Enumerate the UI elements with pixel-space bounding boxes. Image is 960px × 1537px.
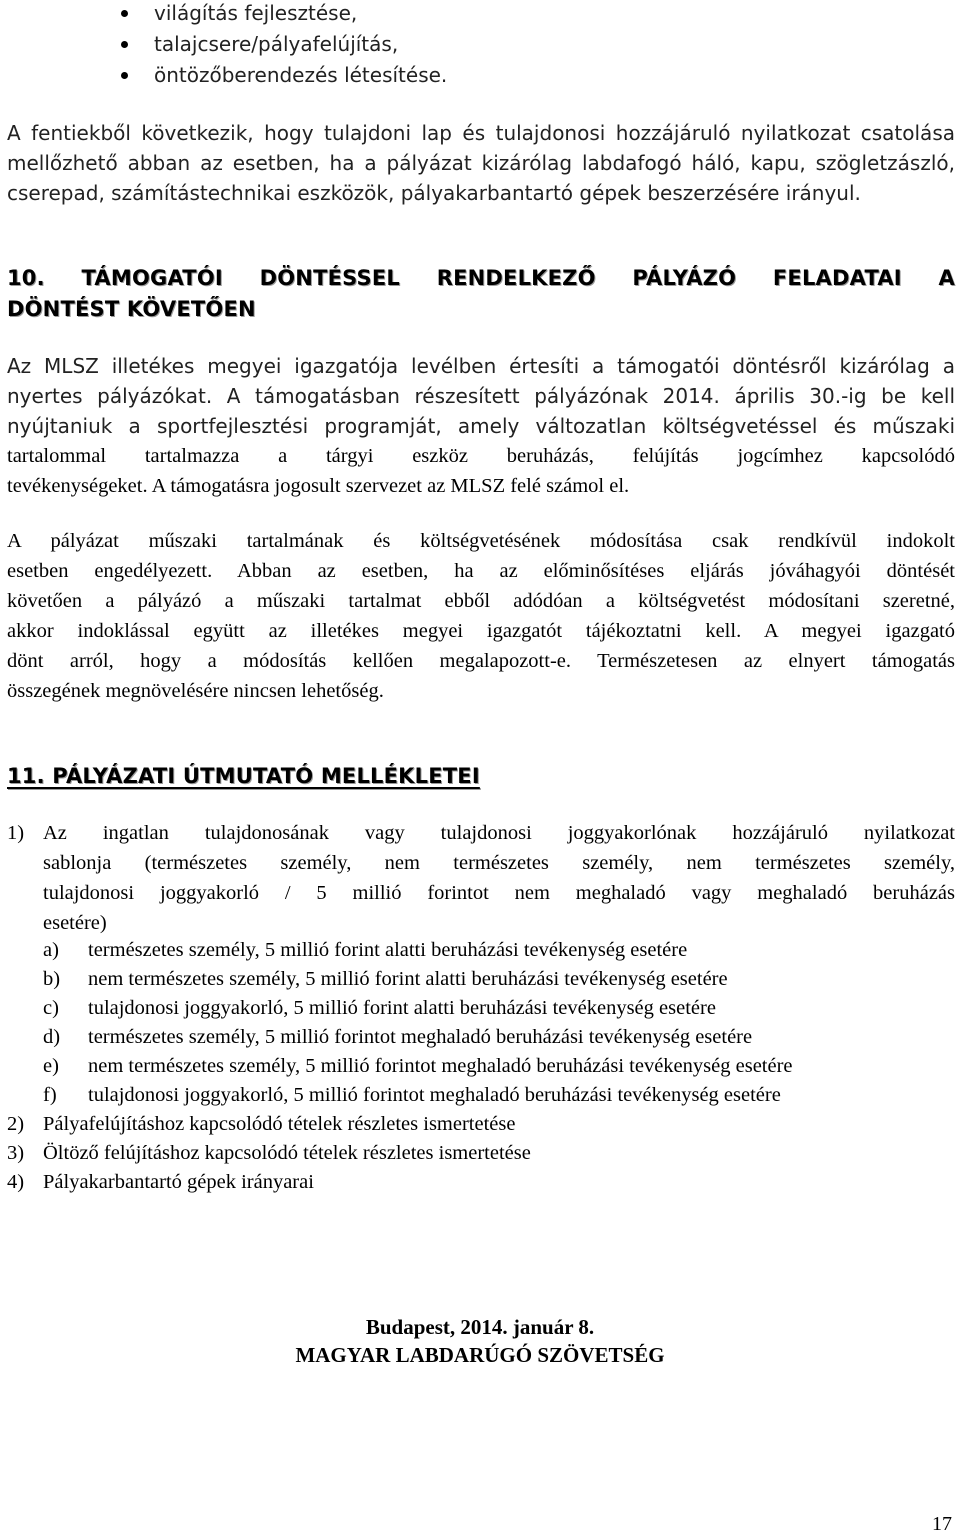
bullet-dot (121, 72, 128, 79)
list-item-line: sablonja (természetes személy, nem természetes személy, nem természetes személy, (43, 852, 955, 874)
sublist-item-letter: a) (43, 939, 59, 961)
list-item-text: Pályakarbantartó gépek irányarai (43, 1171, 314, 1193)
bullet-item: talajcsere/pályafelújítás, (154, 32, 399, 56)
section-10-paragraph-2 (7, 526, 955, 706)
sublist-item-letter: b) (43, 968, 61, 990)
sublist-item-text: nem természetes személy, 5 millió forintot meghaladó beruházási tevékenység esetére (88, 1055, 793, 1077)
sublist-item-text: tulajdonosi joggyakorló, 5 millió forintot meghaladó beruházási tevékenység esetére (88, 1084, 781, 1106)
paragraph-line: esetben engedélyezett. Abban az esetben, ha az előminősítéses eljárás jóváhagyói döntését (7, 560, 955, 582)
list-item-number: 1) (7, 822, 25, 844)
paragraph-line: dönt arról, hogy a módosítás kellően megalapozott-e. Természetesen az elnyert támogatás (7, 650, 955, 672)
bullet-item: öntözőberendezés létesítése. (154, 63, 448, 87)
paragraph-line: nyertes pályázókat. A támogatásban részesített pályázónak 2014. április 30.-ig be kell (7, 384, 955, 408)
section-11-heading: 11. PÁLYÁZATI ÚTMUTATÓ MELLÉKLETEI (7, 764, 480, 788)
list-item-line: esetére) (43, 912, 107, 934)
paragraph-line: tartalommal tartalmazza a tárgyi eszköz beruházás, felújítás jogcímhez kapcsolódó (7, 445, 955, 467)
heading-line: DÖNTÉST KÖVETŐEN (7, 297, 256, 321)
sublist-item-text: természetes személy, 5 millió forint alatti beruházási tevékenység esetére (88, 939, 688, 961)
sublist-item-text: természetes személy, 5 millió forintot meghaladó beruházási tevékenység esetére (88, 1026, 753, 1048)
bullet-item: világítás fejlesztése, (154, 1, 358, 25)
organization-name: MAGYAR LABDARÚGÓ SZÖVETSÉG (295, 1343, 665, 1367)
place-date: Budapest, 2014. január 8. (365, 1315, 595, 1339)
paragraph-line: tevékenységeket. A támogatásra jogosult szervezet az MLSZ felé számol el. (7, 475, 630, 497)
paragraph-line: összegének megnövelésére nincsen lehetőség. (7, 680, 384, 702)
bullet-dot (121, 10, 128, 17)
list-item-line: Az ingatlan tulajdonosának vagy tulajdonosi joggyakorlónak hozzájáruló nyilatkozat (43, 822, 955, 844)
bullet-dot (121, 41, 128, 48)
section-10-paragraph-1-cont (7, 441, 955, 501)
paragraph-line: cserepad, számítástechnikai eszközök, pályakarbantartó gépek beszerzésére irányul. (7, 181, 861, 205)
sublist-item-letter: d) (43, 1026, 61, 1048)
list-item-number: 4) (7, 1171, 25, 1193)
page-number: 17 (932, 1513, 952, 1535)
paragraph-line: mellőzhető abban az esetben, ha a pályázat kizárólag labdafogó háló, kapu, szögletzászló, (7, 151, 955, 175)
section-10-paragraph-1 (7, 351, 955, 441)
sublist-item-text: tulajdonosi joggyakorló, 5 millió forint alatti beruházási tevékenység esetére (88, 997, 716, 1019)
intro-paragraph (7, 118, 955, 208)
list-item-number: 3) (7, 1142, 25, 1164)
paragraph-line: Az MLSZ illetékes megyei igazgatója levélben értesíti a támogatói döntésről kizárólag a (7, 354, 955, 378)
list-item-text (43, 818, 955, 938)
sublist-item-letter: f) (43, 1084, 57, 1106)
paragraph-line: A fentiekből következik, hogy tulajdoni lap és tulajdonosi hozzájáruló nyilatkozat csatolása (7, 121, 955, 145)
paragraph-line: akkor indoklással együtt az illetékes megyei igazgatót tájékoztatni kell. A megyei igazgató (7, 620, 955, 642)
paragraph-line: követően a pályázó a műszaki tartalmat ebből adódóan a költségvetést módosítani szeretné, (7, 590, 955, 612)
list-item-line: tulajdonosi joggyakorló / 5 millió forintot nem meghaladó vagy meghaladó beruházás (43, 882, 955, 904)
list-item-text: Pályafelújításhoz kapcsolódó tételek részletes ismertetése (43, 1113, 516, 1135)
sublist-item-letter: e) (43, 1055, 59, 1077)
sublist-item-letter: c) (43, 997, 59, 1019)
heading-line: 10. TÁMOGATÓI DÖNTÉSSEL RENDELKEZŐ PÁLYÁZÓ FELADATAI A (7, 266, 955, 290)
list-item-number: 2) (7, 1113, 25, 1135)
paragraph-line: nyújtaniuk a sportfejlesztési programját, amely változatlan költségvetéssel és műszaki (7, 414, 955, 438)
section-10-heading (7, 263, 955, 324)
sublist-item-text: nem természetes személy, 5 millió forint alatti beruházási tevékenység esetére (88, 968, 728, 990)
paragraph-line: A pályázat műszaki tartalmának és költségvetésének módosítása csak rendkívül indokolt (7, 530, 955, 552)
list-item-text: Öltöző felújításhoz kapcsolódó tételek részletes ismertetése (43, 1142, 531, 1164)
